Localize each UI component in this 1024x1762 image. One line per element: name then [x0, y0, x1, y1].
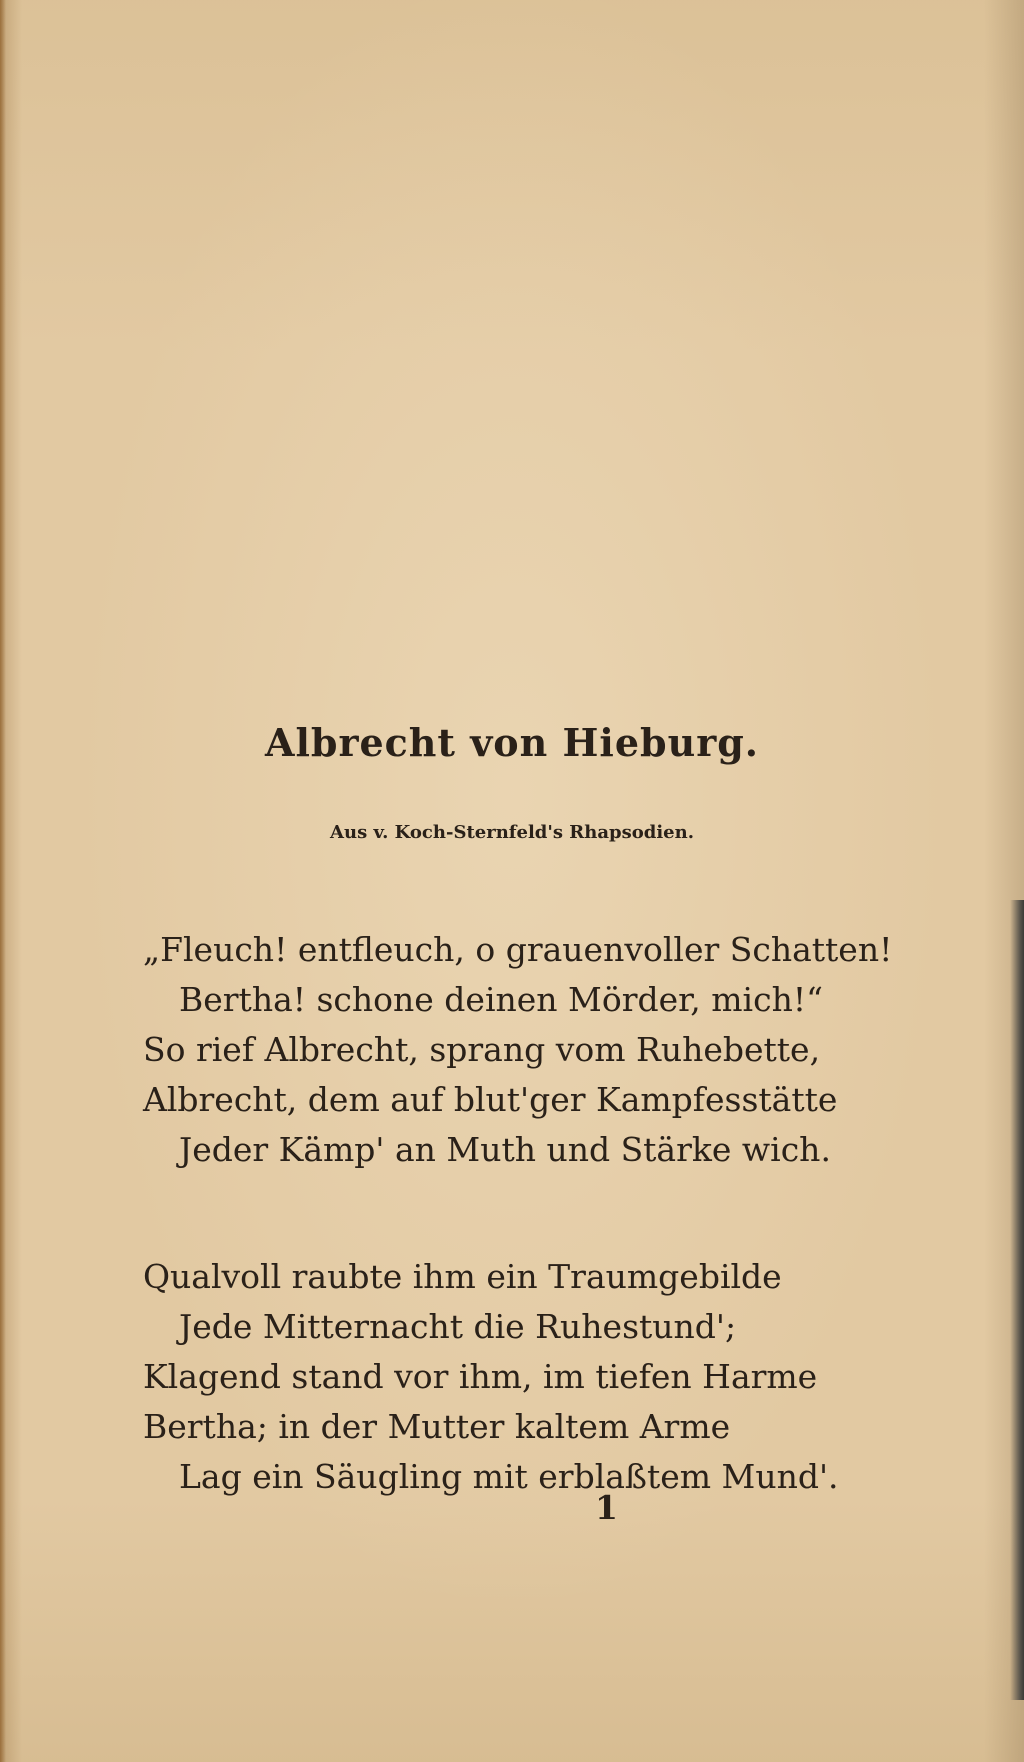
- poem-subtitle: Aus v. Koch-Sternfeld's Rhapsodien.: [330, 822, 694, 843]
- stanza-2: [143, 1252, 943, 1502]
- verse-line: Qualvoll raubte ihm ein Traumgebilde: [143, 1257, 782, 1296]
- verse-line: Albrecht, dem auf blut'ger Kampfesstätte: [143, 1080, 838, 1119]
- verse-line: „Fleuch! entfleuch, o grauenvoller Schatten!: [143, 930, 893, 969]
- verse-line: Jede Mitternacht die Ruhestund';: [179, 1307, 737, 1346]
- poem-title: Albrecht von Hieburg.: [264, 720, 760, 765]
- page-edge-right: [1010, 900, 1024, 1700]
- page-number: 1: [595, 1488, 618, 1527]
- verse-line: Bertha; in der Mutter kaltem Arme: [143, 1407, 731, 1446]
- verse-line: Lag ein Säugling mit erblaßtem Mund'.: [179, 1457, 839, 1496]
- stanza-1: [143, 925, 943, 1175]
- verse-line: Bertha! schone deinen Mörder, mich!“: [179, 980, 823, 1019]
- verse-line: Jeder Kämp' an Muth und Stärke wich.: [179, 1130, 831, 1169]
- verse-line: Klagend stand vor ihm, im tiefen Harme: [143, 1357, 818, 1396]
- page-edge-left: [0, 0, 6, 1762]
- verse-line: So rief Albrecht, sprang vom Ruhebette,: [143, 1030, 821, 1069]
